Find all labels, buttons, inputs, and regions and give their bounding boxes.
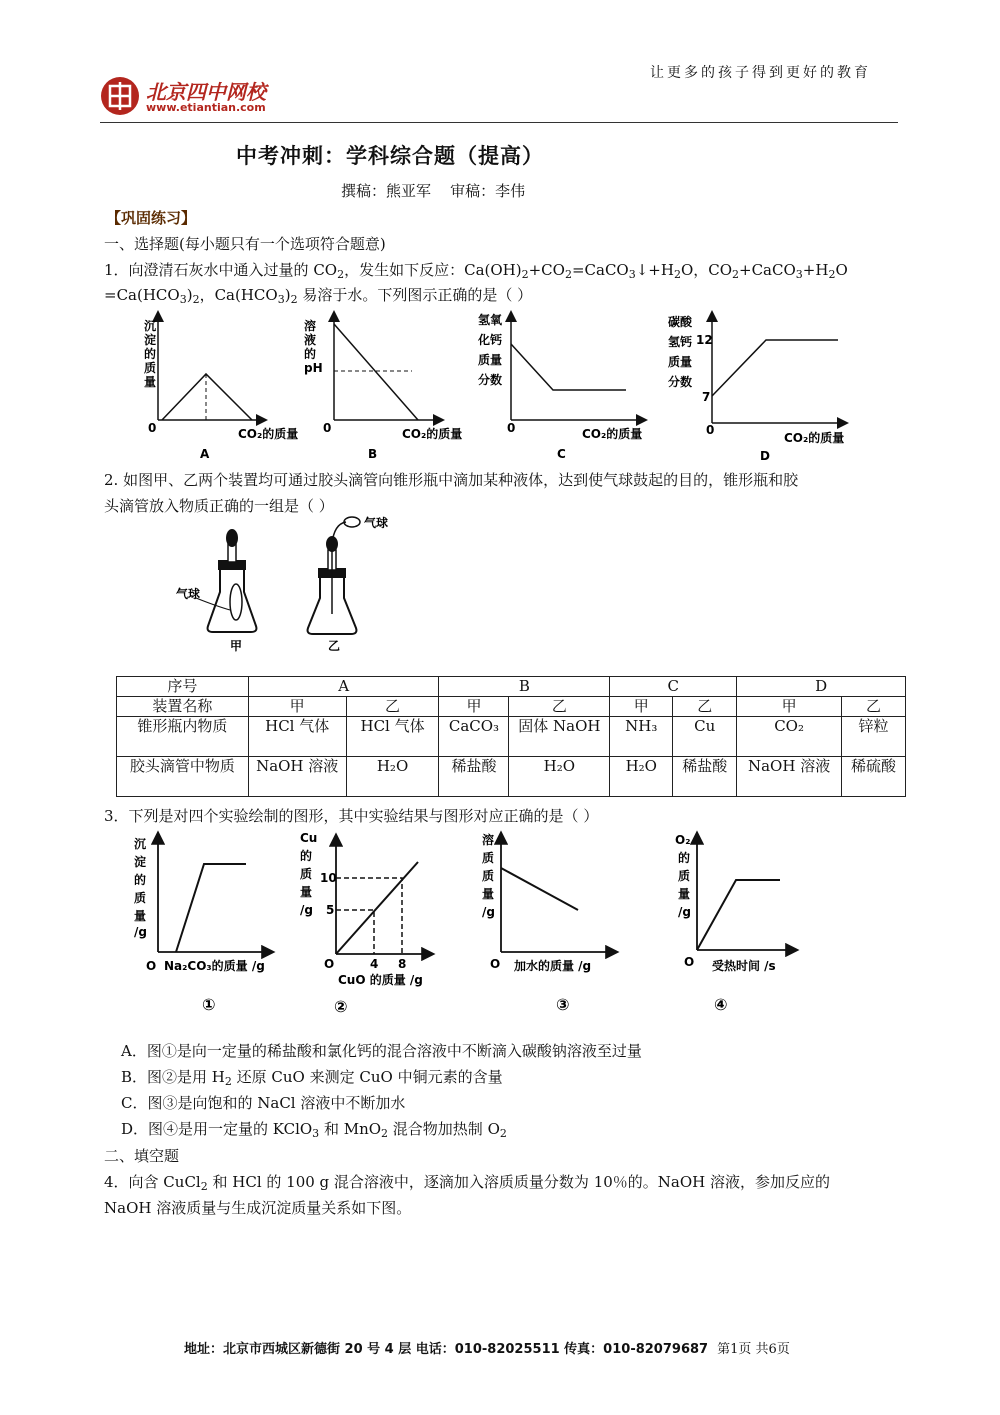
q3g4-ylabel-2: 质 [678,869,691,883]
page-number: 第1页 共6页 [717,1342,790,1357]
table-row [117,677,906,697]
q3g2-xlabel: CuO 的质量 /g [338,973,423,987]
q1-graph-d [668,313,846,463]
table-cell: 锥形瓶内物质 [117,717,249,757]
footer [184,1338,790,1357]
table-cell: 稀盐酸 [439,757,509,797]
q4-line1: 4．向含 CuCl$_2$ 和 HCl 的 100 g 混合溶液中，逐滴加入溶质质量分数为 10％的。NaOH 溶液，参加反应的 [104,1173,831,1193]
q3g2-x8: 8 [398,957,407,971]
q3g2-ylabel-3: 量 [300,885,313,899]
q3g2-ylabel-1: 的 [300,849,313,863]
table-row [117,697,906,717]
table-row [117,717,906,757]
q1b-line [334,324,418,420]
q1c-origin: 0 [507,421,516,435]
table-cell: NH₃ [610,717,673,757]
table-cell: NaOH 溶液 [737,757,842,797]
part2-heading: 二、填空题 [104,1147,180,1165]
table-cell: 甲 [610,697,673,717]
header-divider [100,122,898,123]
flask-jia-icon [196,529,256,632]
page-title: 中考冲刺：学科综合题（提高） [236,143,544,168]
q1a-ylabel-3: 质 [144,361,157,375]
table-cell: CO₂ [737,717,842,757]
q3g2-y10: 10 [320,871,337,885]
table-cell: 稀硫酸 [842,757,906,797]
q3g1-origin: O [146,959,157,973]
q3-option-b: B．图②是用 $H_2$ 还原 CuO 来测定 CuO 中铜元素的含量 [121,1068,503,1088]
q3-graph-4 [675,833,796,1014]
table-cell: 乙 [673,697,737,717]
flask-yi-icon [308,517,360,634]
q1a-ylabel-2: 的 [144,347,157,361]
q1d-tick-7: 7 [702,390,711,404]
q1a-origin: 0 [148,421,157,435]
q1b-ylabel-2: 的 [304,347,317,361]
q3g4-caption: ④ [714,995,728,1014]
q1d-ylabel-3: 分数 [668,375,693,389]
table-cell: H₂O [610,757,673,797]
q1d-ylabel-0: 碳酸 [668,315,693,329]
q3g3-ylabel-2: 质 [482,869,495,883]
table-cell: 乙 [346,697,439,717]
q3g1-xlabel: Na₂CO₃的质量 /g [164,959,265,973]
q3g4-ylabel-3: 量 [678,887,691,901]
q3g1-ylabel-5: /g [134,925,147,939]
q3g2-y5: 5 [326,903,335,917]
q1c-ylabel-2: 质量 [478,353,503,367]
q3g2-caption: ② [334,997,348,1016]
q1b-ylabel-3: pH [304,361,323,375]
q1-graph-b [304,313,462,461]
q1d-ylabel-1: 氢钙 [668,335,693,349]
q3g3-line [501,868,578,910]
table-cell: 甲 [737,697,842,717]
table-cell: H₂O [509,757,610,797]
q3g4-line [697,880,780,950]
q2-apparatus [168,514,398,664]
q1b-xlabel: CO₂的质量 [402,427,463,441]
table-cell: HCl 气体 [248,717,346,757]
q3-graph-2 [300,831,432,1016]
q1b-origin: 0 [323,421,332,435]
table-cell: Cu [673,717,737,757]
q1b-ylabel-0: 溶 [304,319,317,333]
q3g3-ylabel-3: 量 [482,887,495,901]
q3g3-origin: O [490,957,501,971]
label-balloon-right: 气球 [364,516,389,530]
q2-line2: 头滴管放入物质正确的一组是（ ） [104,497,334,515]
q1a-caption: A [200,447,210,461]
table-cell: 乙 [509,697,610,717]
balloon-outer-icon [344,517,360,527]
q1a-line [162,374,252,420]
balloon-inner-icon [230,584,242,620]
logo-url: www.etiantian.com [146,101,266,114]
q3g1-ylabel-0: 沉 [134,837,147,851]
q3g2-line [336,862,418,954]
q3-option-c: C．图③是向饱和的 NaCl 溶液中不断加水 [121,1094,406,1112]
q1-line1: 1．向澄清石灰水中通入过量的 $CO_2$，发生如下反应：$Ca(OH)_2+CO_2=CaCO_3↓+H_2O$，$CO_2+CaCO_3+H_2O$ [104,261,848,281]
q1c-caption: C [557,447,566,461]
label-balloon-left: 气球 [176,587,201,601]
q1c-ylabel-1: 化钙 [478,333,503,347]
q1d-ylabel-2: 质量 [668,355,693,369]
q3-option-d: D．图④是用一定量的 KClO$_3$ 和 MnO$_2$ 混合物加热制 $O_2$ [121,1120,507,1140]
q3g4-xlabel: 受热时间 /s [712,959,776,973]
table-cell: C [610,677,737,697]
q1c-ylabel-0: 氢氧 [478,313,503,327]
table-cell: CaCO₃ [439,717,509,757]
q3g3-ylabel-1: 质 [482,851,495,865]
q1d-caption: D [760,449,770,463]
q3g2-ylabel-4: /g [300,903,313,917]
q1c-line [511,344,626,390]
q3-option-a: A．图①是向一定量的稀盐酸和氯化钙的混合溶液中不断滴入碳酸钠溶液至过量 [121,1042,642,1060]
table-cell: 甲 [439,697,509,717]
q4-line2: NaOH 溶液质量与生成沉淀质量关系如下图。 [104,1199,412,1217]
table-cell: D [737,677,906,697]
q1-graph-a [144,313,298,461]
q3g2-x4: 4 [370,957,379,971]
q3g4-ylabel-1: 的 [678,851,691,865]
q3-graphs [120,828,800,1023]
q1c-xlabel: CO₂的质量 [582,427,643,441]
q3g3-ylabel-0: 溶 [482,833,495,847]
table-cell: A [248,677,439,697]
authors: 撰稿：熊亚军 审稿：李伟 [341,182,526,200]
q3g1-ylabel-4: 量 [134,909,147,923]
q3g1-ylabel-1: 淀 [134,855,147,869]
label-yi: 乙 [328,639,341,653]
q3g2-origin: O [324,957,335,971]
q1a-ylabel-4: 量 [144,375,157,389]
q1a-xlabel: CO₂的质量 [238,427,299,441]
q1d-xlabel: CO₂的质量 [784,431,845,445]
q3-line: 3．下列是对四个实验绘制的图形，其中实验结果与图形对应正确的是（ ） [104,807,599,825]
table-cell: 序号 [117,677,249,697]
table-cell: 甲 [248,697,346,717]
q1c-ylabel-3: 分数 [478,373,503,387]
table-cell: 固体 NaOH [509,717,610,757]
q3g4-ylabel-4: /g [678,905,691,919]
q3-graph-3 [482,832,616,1014]
q3g1-ylabel-3: 质 [134,891,147,905]
table-cell: B [439,677,610,697]
q1d-line [712,340,838,396]
q1-graphs [120,308,860,468]
q1a-ylabel-1: 淀 [144,333,157,347]
table-row [117,757,906,797]
table-cell: 锌粒 [842,717,906,757]
table-cell: H₂O [346,757,439,797]
part1-heading: 一、选择题(每小题只有一个选项符合题意) [104,235,386,253]
footer-address: 地址：北京市西城区新德街 20 号 4 层 电话：010-82025511 传真：010-82079687 [184,1342,709,1357]
table-cell: 乙 [842,697,906,717]
q3g1-caption: ① [202,995,216,1014]
table-cell: 胶头滴管中物质 [117,757,249,797]
q3g3-caption: ③ [556,995,570,1014]
section-label: 【巩固练习】 [106,209,197,227]
q1b-ylabel-1: 液 [304,333,317,347]
q3g4-origin: O [684,955,695,969]
q3g1-ylabel-2: 的 [134,873,147,887]
q3-graph-1 [134,834,272,1014]
label-jia: 甲 [230,639,243,653]
table-cell: 装置名称 [117,697,249,717]
table-cell: 稀盐酸 [673,757,737,797]
q1-graph-c [477,312,645,461]
table-cell: NaOH 溶液 [248,757,346,797]
q3g3-xlabel: 加水的质量 /g [514,959,592,973]
q3g2-ylabel-2: 质 [300,867,313,881]
q1-line2: $=Ca(HCO_3)_2$，$Ca(HCO_3)_2$ 易溶于水。下列图示正确的是（ ） [104,286,533,306]
q3g3-ylabel-4: /g [482,905,495,919]
q3g1-line [176,864,246,952]
q1d-tick-12: 12 [696,333,713,347]
q3g2-ylabel-0: Cu [300,831,318,845]
q3g4-ylabel-0: O₂ [675,833,691,847]
slogan: 让更多的孩子得到更好的教育 [650,65,871,81]
q1a-ylabel-0: 沉 [144,319,157,333]
q2-line1: 2. 如图甲、乙两个装置均可通过胶头滴管向锥形瓶中滴加某种液体，达到使气球鼓起的目的，锥形瓶和胶 [104,471,799,489]
logo-name: 北京四中网校 [146,80,266,104]
q1d-origin: 0 [706,423,715,437]
q1b-caption: B [368,447,378,461]
options-table [116,676,906,797]
table-cell: HCl 气体 [346,717,439,757]
